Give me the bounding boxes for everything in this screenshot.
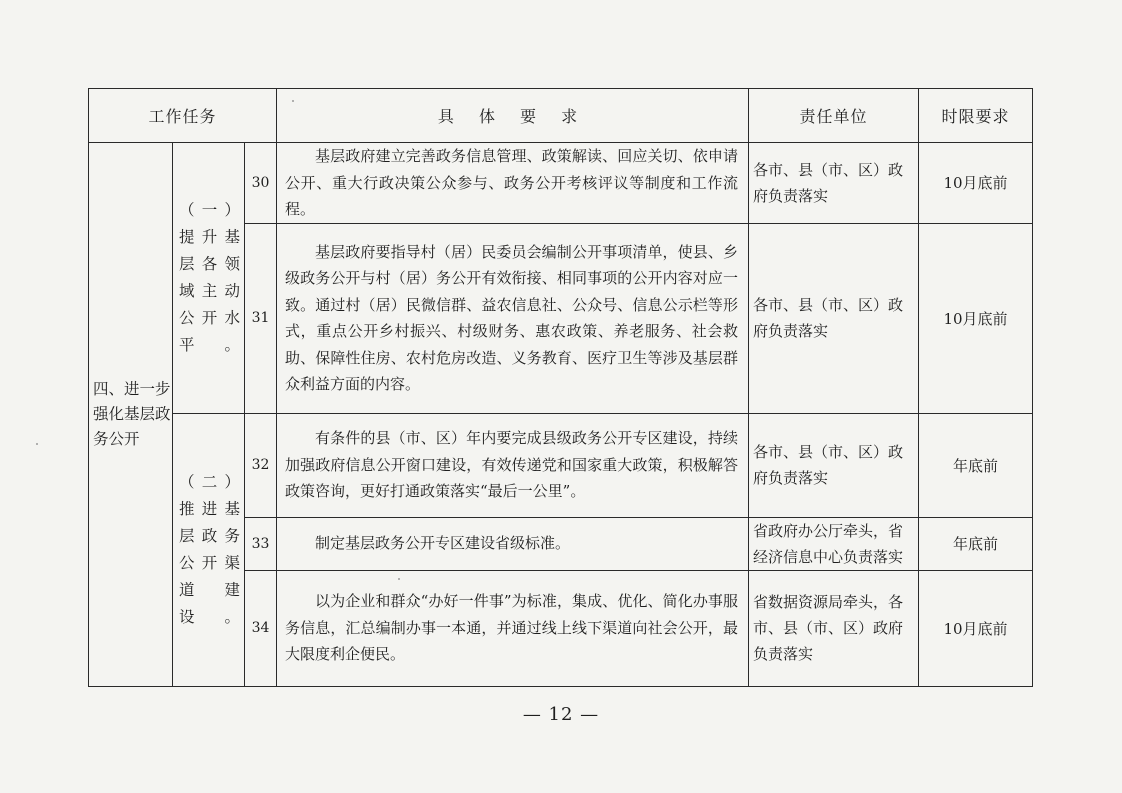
deadline: 年底前 [919,517,1033,570]
subtask-2: （二）推进基层政务公开渠道建设。 [173,413,245,686]
header-requirements: 具 体 要 求 [277,89,749,143]
scan-speck [398,578,400,580]
scan-speck [36,443,38,445]
page-number: — 12 — [522,704,600,725]
table-row [89,413,1033,517]
scan-speck [292,100,294,102]
row-number: 30 [245,143,277,224]
requirement-text: 基层政府建立完善政务信息管理、政策解读、回应关切、依申请公开、重大行政决策公众参与、政务公开考核评议等制度和工作流程。 [277,143,749,224]
requirement-text: 有条件的县（市、区）年内要完成县级政务公开专区建设，持续加强政府信息公开窗口建设，有效传递党和国家重大政策，积极解答政策咨询，更好打通政策落实“最后一公里”。 [277,413,749,517]
row-number: 32 [245,413,277,517]
subtask-1: （一）提升基层各领域主动公开水平。 [173,143,245,414]
requirement-text: 制定基层政务公开专区建设省级标准。 [277,517,749,570]
header-responsible-unit: 责任单位 [749,89,919,143]
responsible-unit: 省数据资源局牵头，各市、县（市、区）政府负责落实 [749,570,919,686]
deadline: 10月底前 [919,143,1033,224]
header-task: 工作任务 [89,89,277,143]
requirement-text: 基层政府要指导村（居）民委员会编制公开事项清单，使县、乡级政务公开与村（居）务公开有效衔接、相同事项的公开内容对应一致。通过村（居）民微信群、益农信息社、公众号、信息公示栏等形式，重点公开乡村振兴、村级财务、惠农政策、养老服务、社会救助、保障性住房、农村危房改造、义务教育、医疗卫生等涉及基层群众利益方面的内容。 [277,223,749,413]
major-task: 四、进一步强化基层政务公开 [89,143,173,687]
header-deadline: 时限要求 [919,89,1033,143]
table-header-row [89,89,1033,143]
deadline: 年底前 [919,413,1033,517]
responsible-unit: 省政府办公厅牵头，省经济信息中心负责落实 [749,517,919,570]
deadline: 10月底前 [919,570,1033,686]
row-number: 31 [245,223,277,413]
row-number: 33 [245,517,277,570]
responsible-unit: 各市、县（市、区）政府负责落实 [749,143,919,224]
responsible-unit: 各市、县（市、区）政府负责落实 [749,413,919,517]
task-table [88,88,1033,687]
table-row [89,143,1033,224]
requirement-text: 以为企业和群众“办好一件事”为标准，集成、优化、简化办事服务信息，汇总编制办事一本通，并通过线上线下渠道向社会公开，最大限度利企便民。 [277,570,749,686]
responsible-unit: 各市、县（市、区）政府负责落实 [749,223,919,413]
row-number: 34 [245,570,277,686]
deadline: 10月底前 [919,223,1033,413]
